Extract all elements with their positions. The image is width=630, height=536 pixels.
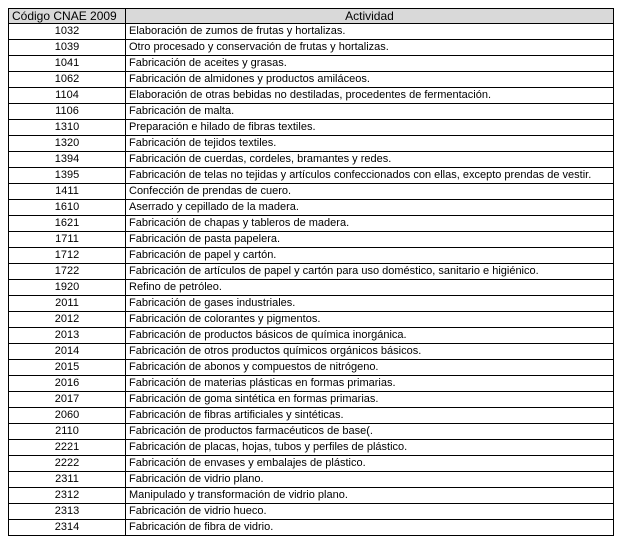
- activity-cell: Fabricación de papel y cartón.: [126, 248, 614, 264]
- cnae-code-cell: 1039: [9, 40, 126, 56]
- activity-cell: Fabricación de colorantes y pigmentos.: [126, 312, 614, 328]
- activity-cell: Fabricación de placas, hojas, tubos y perfiles de plástico.: [126, 440, 614, 456]
- table-row: [9, 184, 614, 200]
- cnae-code-cell: 2014: [9, 344, 126, 360]
- table-row: [9, 24, 614, 40]
- cnae-code-cell: 2017: [9, 392, 126, 408]
- cnae-code-cell: 2110: [9, 424, 126, 440]
- cnae-activity-table: [8, 8, 614, 536]
- cnae-code-cell: 2016: [9, 376, 126, 392]
- table-row: [9, 440, 614, 456]
- activity-cell: Fabricación de materias plásticas en formas primarias.: [126, 376, 614, 392]
- cnae-code-cell: 1920: [9, 280, 126, 296]
- cnae-code-cell: 1310: [9, 120, 126, 136]
- cnae-code-cell: 2313: [9, 504, 126, 520]
- cnae-code-cell: 2013: [9, 328, 126, 344]
- cnae-code-cell: 2011: [9, 296, 126, 312]
- activity-cell: Fabricación de goma sintética en formas primarias.: [126, 392, 614, 408]
- table-row: [9, 296, 614, 312]
- activity-cell: Fabricación de cuerdas, cordeles, bramantes y redes.: [126, 152, 614, 168]
- activity-cell: Elaboración de zumos de frutas y hortalizas.: [126, 24, 614, 40]
- table-row: [9, 520, 614, 536]
- table-row: [9, 488, 614, 504]
- cnae-code-cell: 1106: [9, 104, 126, 120]
- table-row: [9, 280, 614, 296]
- table-row: [9, 328, 614, 344]
- table-row: [9, 408, 614, 424]
- activity-cell: Fabricación de fibras artificiales y sintéticas.: [126, 408, 614, 424]
- table-row: [9, 104, 614, 120]
- table-body: [9, 24, 614, 536]
- activity-cell: Fabricación de pasta papelera.: [126, 232, 614, 248]
- table-row: [9, 88, 614, 104]
- activity-cell: Otro procesado y conservación de frutas y hortalizas.: [126, 40, 614, 56]
- table-row: [9, 424, 614, 440]
- table-row: [9, 72, 614, 88]
- activity-cell: Fabricación de telas no tejidas y artículos confeccionados con ellas, excepto prendas de vestir.: [126, 168, 614, 184]
- cnae-code-cell: 2222: [9, 456, 126, 472]
- table-row: [9, 472, 614, 488]
- cnae-code-cell: 1411: [9, 184, 126, 200]
- header-code: Código CNAE 2009: [9, 9, 126, 24]
- activity-cell: Fabricación de envases y embalajes de plástico.: [126, 456, 614, 472]
- cnae-code-cell: 2314: [9, 520, 126, 536]
- header-activity: Actividad: [126, 9, 614, 24]
- activity-cell: Fabricación de abonos y compuestos de nitrógeno.: [126, 360, 614, 376]
- cnae-code-cell: 1320: [9, 136, 126, 152]
- activity-cell: Aserrado y cepillado de la madera.: [126, 200, 614, 216]
- activity-cell: Fabricación de vidrio hueco.: [126, 504, 614, 520]
- table-row: [9, 40, 614, 56]
- cnae-code-cell: 1722: [9, 264, 126, 280]
- cnae-code-cell: 1621: [9, 216, 126, 232]
- activity-cell: Fabricación de almidones y productos amiláceos.: [126, 72, 614, 88]
- cnae-code-cell: 1610: [9, 200, 126, 216]
- activity-cell: Fabricación de aceites y grasas.: [126, 56, 614, 72]
- activity-cell: Fabricación de gases industriales.: [126, 296, 614, 312]
- activity-cell: Fabricación de malta.: [126, 104, 614, 120]
- cnae-code-cell: 2012: [9, 312, 126, 328]
- table-row: [9, 376, 614, 392]
- cnae-code-cell: 1394: [9, 152, 126, 168]
- activity-cell: Refino de petróleo.: [126, 280, 614, 296]
- cnae-code-cell: 1395: [9, 168, 126, 184]
- cnae-code-cell: 1104: [9, 88, 126, 104]
- cnae-code-cell: 1041: [9, 56, 126, 72]
- cnae-code-cell: 1062: [9, 72, 126, 88]
- table-row: [9, 120, 614, 136]
- table-row: [9, 360, 614, 376]
- table-row: [9, 264, 614, 280]
- table-row: [9, 504, 614, 520]
- activity-cell: Fabricación de productos básicos de química inorgánica.: [126, 328, 614, 344]
- table-row: [9, 344, 614, 360]
- cnae-table-container: [8, 8, 614, 536]
- activity-cell: Fabricación de otros productos químicos orgánicos básicos.: [126, 344, 614, 360]
- activity-cell: Fabricación de chapas y tableros de madera.: [126, 216, 614, 232]
- cnae-code-cell: 2015: [9, 360, 126, 376]
- table-row: [9, 392, 614, 408]
- table-row: [9, 200, 614, 216]
- cnae-code-cell: 2312: [9, 488, 126, 504]
- table-row: [9, 56, 614, 72]
- activity-cell: Fabricación de fibra de vidrio.: [126, 520, 614, 536]
- table-row: [9, 456, 614, 472]
- activity-cell: Fabricación de productos farmacéuticos de base(.: [126, 424, 614, 440]
- cnae-code-cell: 2311: [9, 472, 126, 488]
- table-row: [9, 136, 614, 152]
- table-row: [9, 248, 614, 264]
- activity-cell: Confección de prendas de cuero.: [126, 184, 614, 200]
- activity-cell: Fabricación de tejidos textiles.: [126, 136, 614, 152]
- cnae-code-cell: 1032: [9, 24, 126, 40]
- table-row: [9, 216, 614, 232]
- activity-cell: Manipulado y transformación de vidrio plano.: [126, 488, 614, 504]
- cnae-code-cell: 1712: [9, 248, 126, 264]
- cnae-code-cell: 2060: [9, 408, 126, 424]
- activity-cell: Fabricación de artículos de papel y cartón para uso doméstico, sanitario e higiénico.: [126, 264, 614, 280]
- activity-cell: Preparación e hilado de fibras textiles.: [126, 120, 614, 136]
- table-row: [9, 152, 614, 168]
- cnae-code-cell: 2221: [9, 440, 126, 456]
- table-row: [9, 232, 614, 248]
- table-header-row: [9, 9, 614, 24]
- activity-cell: Elaboración de otras bebidas no destiladas, procedentes de fermentación.: [126, 88, 614, 104]
- table-row: [9, 312, 614, 328]
- cnae-code-cell: 1711: [9, 232, 126, 248]
- activity-cell: Fabricación de vidrio plano.: [126, 472, 614, 488]
- table-row: [9, 168, 614, 184]
